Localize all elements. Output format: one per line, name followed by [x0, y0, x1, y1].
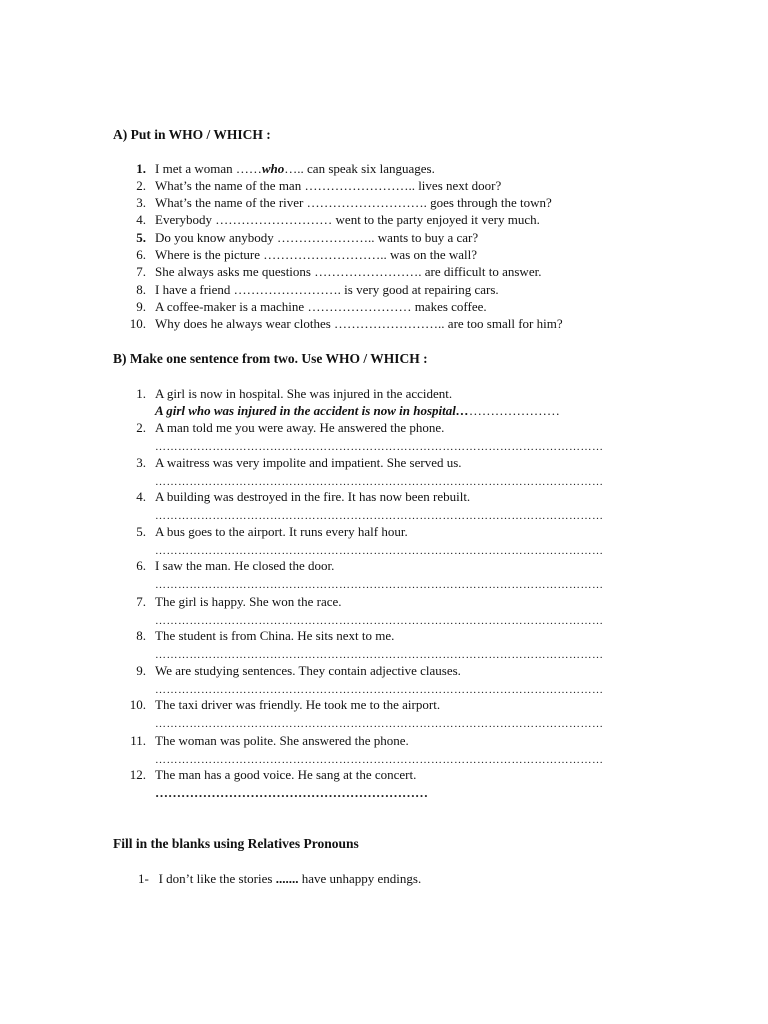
- answer-line: ………………………………………………………………………………………………………: [155, 476, 604, 488]
- item-text: What’s the name of the man …………………….. lives next door?: [155, 178, 502, 193]
- item-number: 4.: [136, 212, 146, 227]
- item-text-after: have unhappy endings.: [301, 871, 422, 886]
- item-text: The student is from China. He sits next to me.: [155, 628, 395, 643]
- item-text: She always asks me questions ……………………. are difficult to answer.: [155, 264, 542, 279]
- item-text: A bus goes to the airport. It runs every half hour.: [155, 524, 408, 539]
- section-a-title: A) Put in WHO / WHICH :: [113, 127, 271, 142]
- item-number: 7.: [136, 264, 146, 279]
- item-number: 10.: [129, 316, 146, 331]
- item-text-before: I don’t like the stories: [158, 871, 273, 886]
- item-text: The man has a good voice. He sang at the concert.: [155, 767, 417, 782]
- answer-line: ………………………………………………………………………………………………………: [155, 718, 604, 730]
- answer-line: ………………………………………………………: [155, 786, 428, 800]
- answer-text: who: [261, 161, 285, 176]
- item-text: A coffee-maker is a machine …………………… makes coffee.: [155, 299, 487, 314]
- item-number: 8.: [136, 282, 146, 297]
- item-text: Everybody ……………………… went to the party enjoyed it very much.: [155, 212, 540, 227]
- item-number: 3.: [136, 195, 146, 210]
- item-text: Why does he always wear clothes …………………….. are too small for him?: [155, 316, 563, 331]
- section-c-title: Fill in the blanks using Relatives Pronouns: [113, 836, 359, 851]
- item-number: 7.: [136, 594, 146, 609]
- answer-line: ………………………………………………………………………………………………………: [155, 615, 604, 627]
- item-number: 4.: [136, 489, 146, 504]
- item-text: The girl is happy. She won the race.: [155, 594, 342, 609]
- answer-line: ………………………………………………………………………………………………………: [155, 441, 604, 453]
- item-number: 5.: [136, 230, 146, 245]
- item-number: 9.: [136, 663, 146, 678]
- answer-line: ………………………………………………………………………………………………………: [155, 684, 604, 696]
- item-text: A waitress was very impolite and impatient. She served us.: [155, 455, 462, 470]
- item-number: 2.: [136, 420, 146, 435]
- item-number: 1-: [138, 871, 149, 886]
- item-number: 3.: [136, 455, 146, 470]
- example-answer: A girl who was injured in the accident is now in hospital……………………: [155, 403, 560, 418]
- item-text: Do you know anybody ………………….. wants to buy a car?: [155, 230, 479, 245]
- answer-line: ………………………………………………………………………………………………………: [155, 754, 604, 766]
- item-text: I saw the man. He closed the door.: [155, 558, 335, 573]
- item-number: 10.: [129, 697, 146, 712]
- item-number: 11.: [130, 733, 146, 748]
- item-text: I met a woman ……who….. can speak six languages.: [155, 161, 435, 176]
- item-text: Where is the picture ……………………….. was on the wall?: [155, 247, 478, 262]
- section-c-item: [138, 871, 421, 887]
- answer-line: ………………………………………………………………………………………………………: [155, 545, 604, 557]
- item-text: What’s the name of the river ………………………. goes through the town?: [155, 195, 552, 210]
- item-text: The woman was polite. She answered the phone.: [155, 733, 409, 748]
- item-number: 6.: [136, 247, 146, 262]
- item-number: 1.: [136, 161, 146, 176]
- item-number: 6.: [136, 558, 146, 573]
- section-b-title: B) Make one sentence from two. Use WHO / WHICH :: [113, 351, 428, 366]
- item-number: 9.: [136, 299, 146, 314]
- item-text: We are studying sentences. They contain adjective clauses.: [155, 663, 461, 678]
- item-text: A man told me you were away. He answered the phone.: [155, 420, 445, 435]
- item-text: A building was destroyed in the fire. It has now been rebuilt.: [155, 489, 471, 504]
- item-number: 5.: [136, 524, 146, 539]
- item-text: A girl is now in hospital. She was injured in the accident.: [155, 386, 453, 401]
- item-number: 12.: [129, 767, 146, 782]
- blank: .......: [275, 871, 299, 886]
- item-number: 1.: [136, 386, 146, 401]
- answer-line: ………………………………………………………………………………………………………: [155, 649, 604, 661]
- item-text: I have a friend ……………………. is very good at repairing cars.: [155, 282, 499, 297]
- answer-line: ………………………………………………………………………………………………………: [155, 579, 604, 591]
- answer-line: ………………………………………………………………………………………………………: [155, 510, 604, 522]
- item-number: 2.: [136, 178, 146, 193]
- item-number: 8.: [136, 628, 146, 643]
- item-text: The taxi driver was friendly. He took me to the airport.: [155, 697, 441, 712]
